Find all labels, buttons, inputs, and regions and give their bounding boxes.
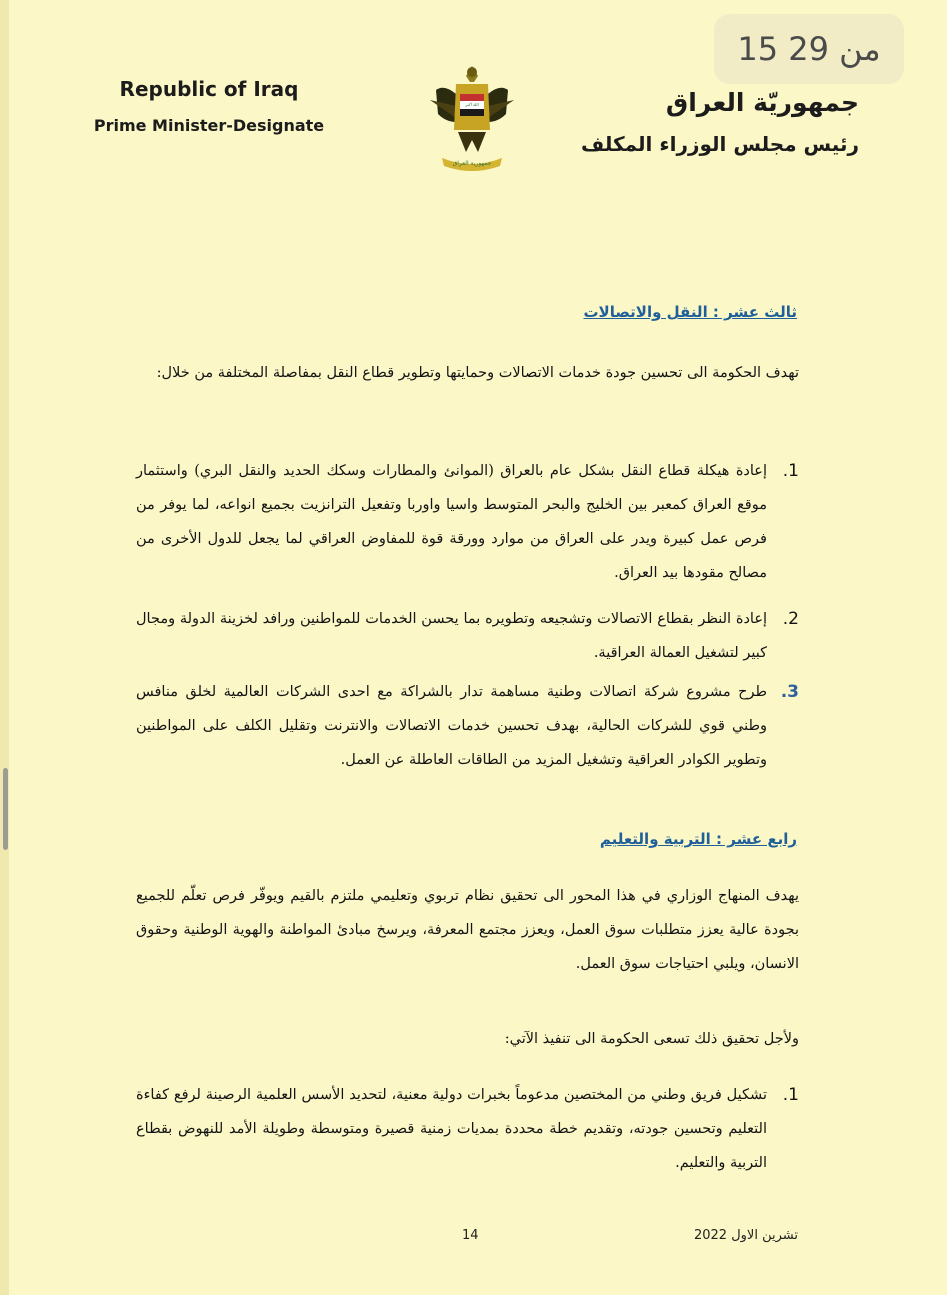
item-text: طرح مشروع شركة اتصالات وطنية مساهمة تدار بالشراكة مع احدى الشركات العالمية لخلق منافس وطني قوي للشركات الحالية، بهدف تحسين خدمات الاتصالات والانترنت وتقليل الكلف على المواطنين وتطوير الكوادر العراقية وتشغيل المزيد من الطاقات العاطلة عن العمل.	[136, 684, 767, 768]
item-text: تشكيل فريق وطني من المختصين مدعوماً بخبرات دولية معنية، لتحديد الأسس العلمية الرصينة لرفع كفاءة التعليم وتحسين جودته، وتقديم خطة محددة بمديات زمنية قصيرة ومتوسطة وطويلة الأمد للنهوض بقطاع التربية والتعليم.	[136, 1087, 767, 1171]
section-13-item-2	[136, 602, 799, 670]
item-number: 3.	[780, 682, 799, 702]
page-counter-badge	[714, 14, 904, 84]
section-13-title: ثالث عشر : النقل والاتصالات	[583, 303, 797, 321]
header-english-country: Republic of Iraq	[119, 77, 299, 101]
scrollbar-thumb[interactable]	[3, 768, 8, 850]
header-english-office: Prime Minister-Designate	[93, 116, 325, 135]
section-14-lead: ولأجل تحقيق ذلك تسعى الحكومة الى تنفيذ الآتي:	[504, 1031, 799, 1047]
emblem-banner-text: جمهورية العراق	[452, 160, 492, 167]
footer-date: تشرين الاول 2022	[693, 1228, 798, 1243]
item-number: 2.	[782, 609, 799, 629]
footer-page-number: 14	[462, 1228, 479, 1243]
item-text: إعادة هيكلة قطاع النقل بشكل عام بالعراق (الموانئ والمطارات وسكك الحديد والنقل البري) واستثمار موقع العراق كمعبر بين الخليج والبحر المتوسط واسيا واوربا وتفعيل الترانزيت بجميع انواعه، لما يوفر من فرص عمل كبيرة ويدر على العراق من موارد وورقة قوة للمفاوض العراقي لما يجعل للدول الأخرى من مصالح مقودها بيد العراق.	[136, 463, 767, 581]
section-13-item-3	[136, 675, 799, 777]
item-number: 1.	[782, 461, 799, 481]
section-13-intro: تهدف الحكومة الى تحسين جودة خدمات الاتصالات وحمايتها وتطوير قطاع النقل بمفاصلة المختلفة من خلال:	[156, 365, 799, 381]
page-counter-text: 15 من 29	[737, 30, 881, 68]
item-text: إعادة النظر بقطاع الاتصالات وتشجيعه وتطويره بما يحسن الخدمات للمواطنين ورافد لخزينة الدولة ومجال كبير لتشغيل العمالة العراقية.	[136, 611, 767, 661]
section-14-intro: يهدف المنهاج الوزاري في هذا المحور الى تحقيق نظام تربوي وتعليمي ملتزم بالقيم ويوفّر فرص تعلّم للجميع بجودة عالية يعزز متطلبات سوق العمل، ويعزز مجتمع المعرفة، ويرسخ مبادئ المواطنة والهوية الوطنية وحقوق الانسان، ويلبي احتياجات سوق العمل.	[136, 888, 799, 972]
section-14-title: رابع عشر : التربية والتعليم	[599, 830, 797, 848]
viewer-left-rail	[0, 0, 9, 1295]
iraq-eagle-emblem	[426, 60, 518, 178]
header-arabic-office: رئيس مجلس الوزراء المكلف	[581, 132, 859, 156]
section-13-item-1	[136, 454, 799, 590]
header-arabic-country: جمهوريّة العراق	[665, 88, 859, 117]
section-14-item-1	[136, 1078, 799, 1180]
emblem-shield-text: الله أكبر	[465, 102, 479, 107]
item-number: 1.	[782, 1085, 799, 1105]
